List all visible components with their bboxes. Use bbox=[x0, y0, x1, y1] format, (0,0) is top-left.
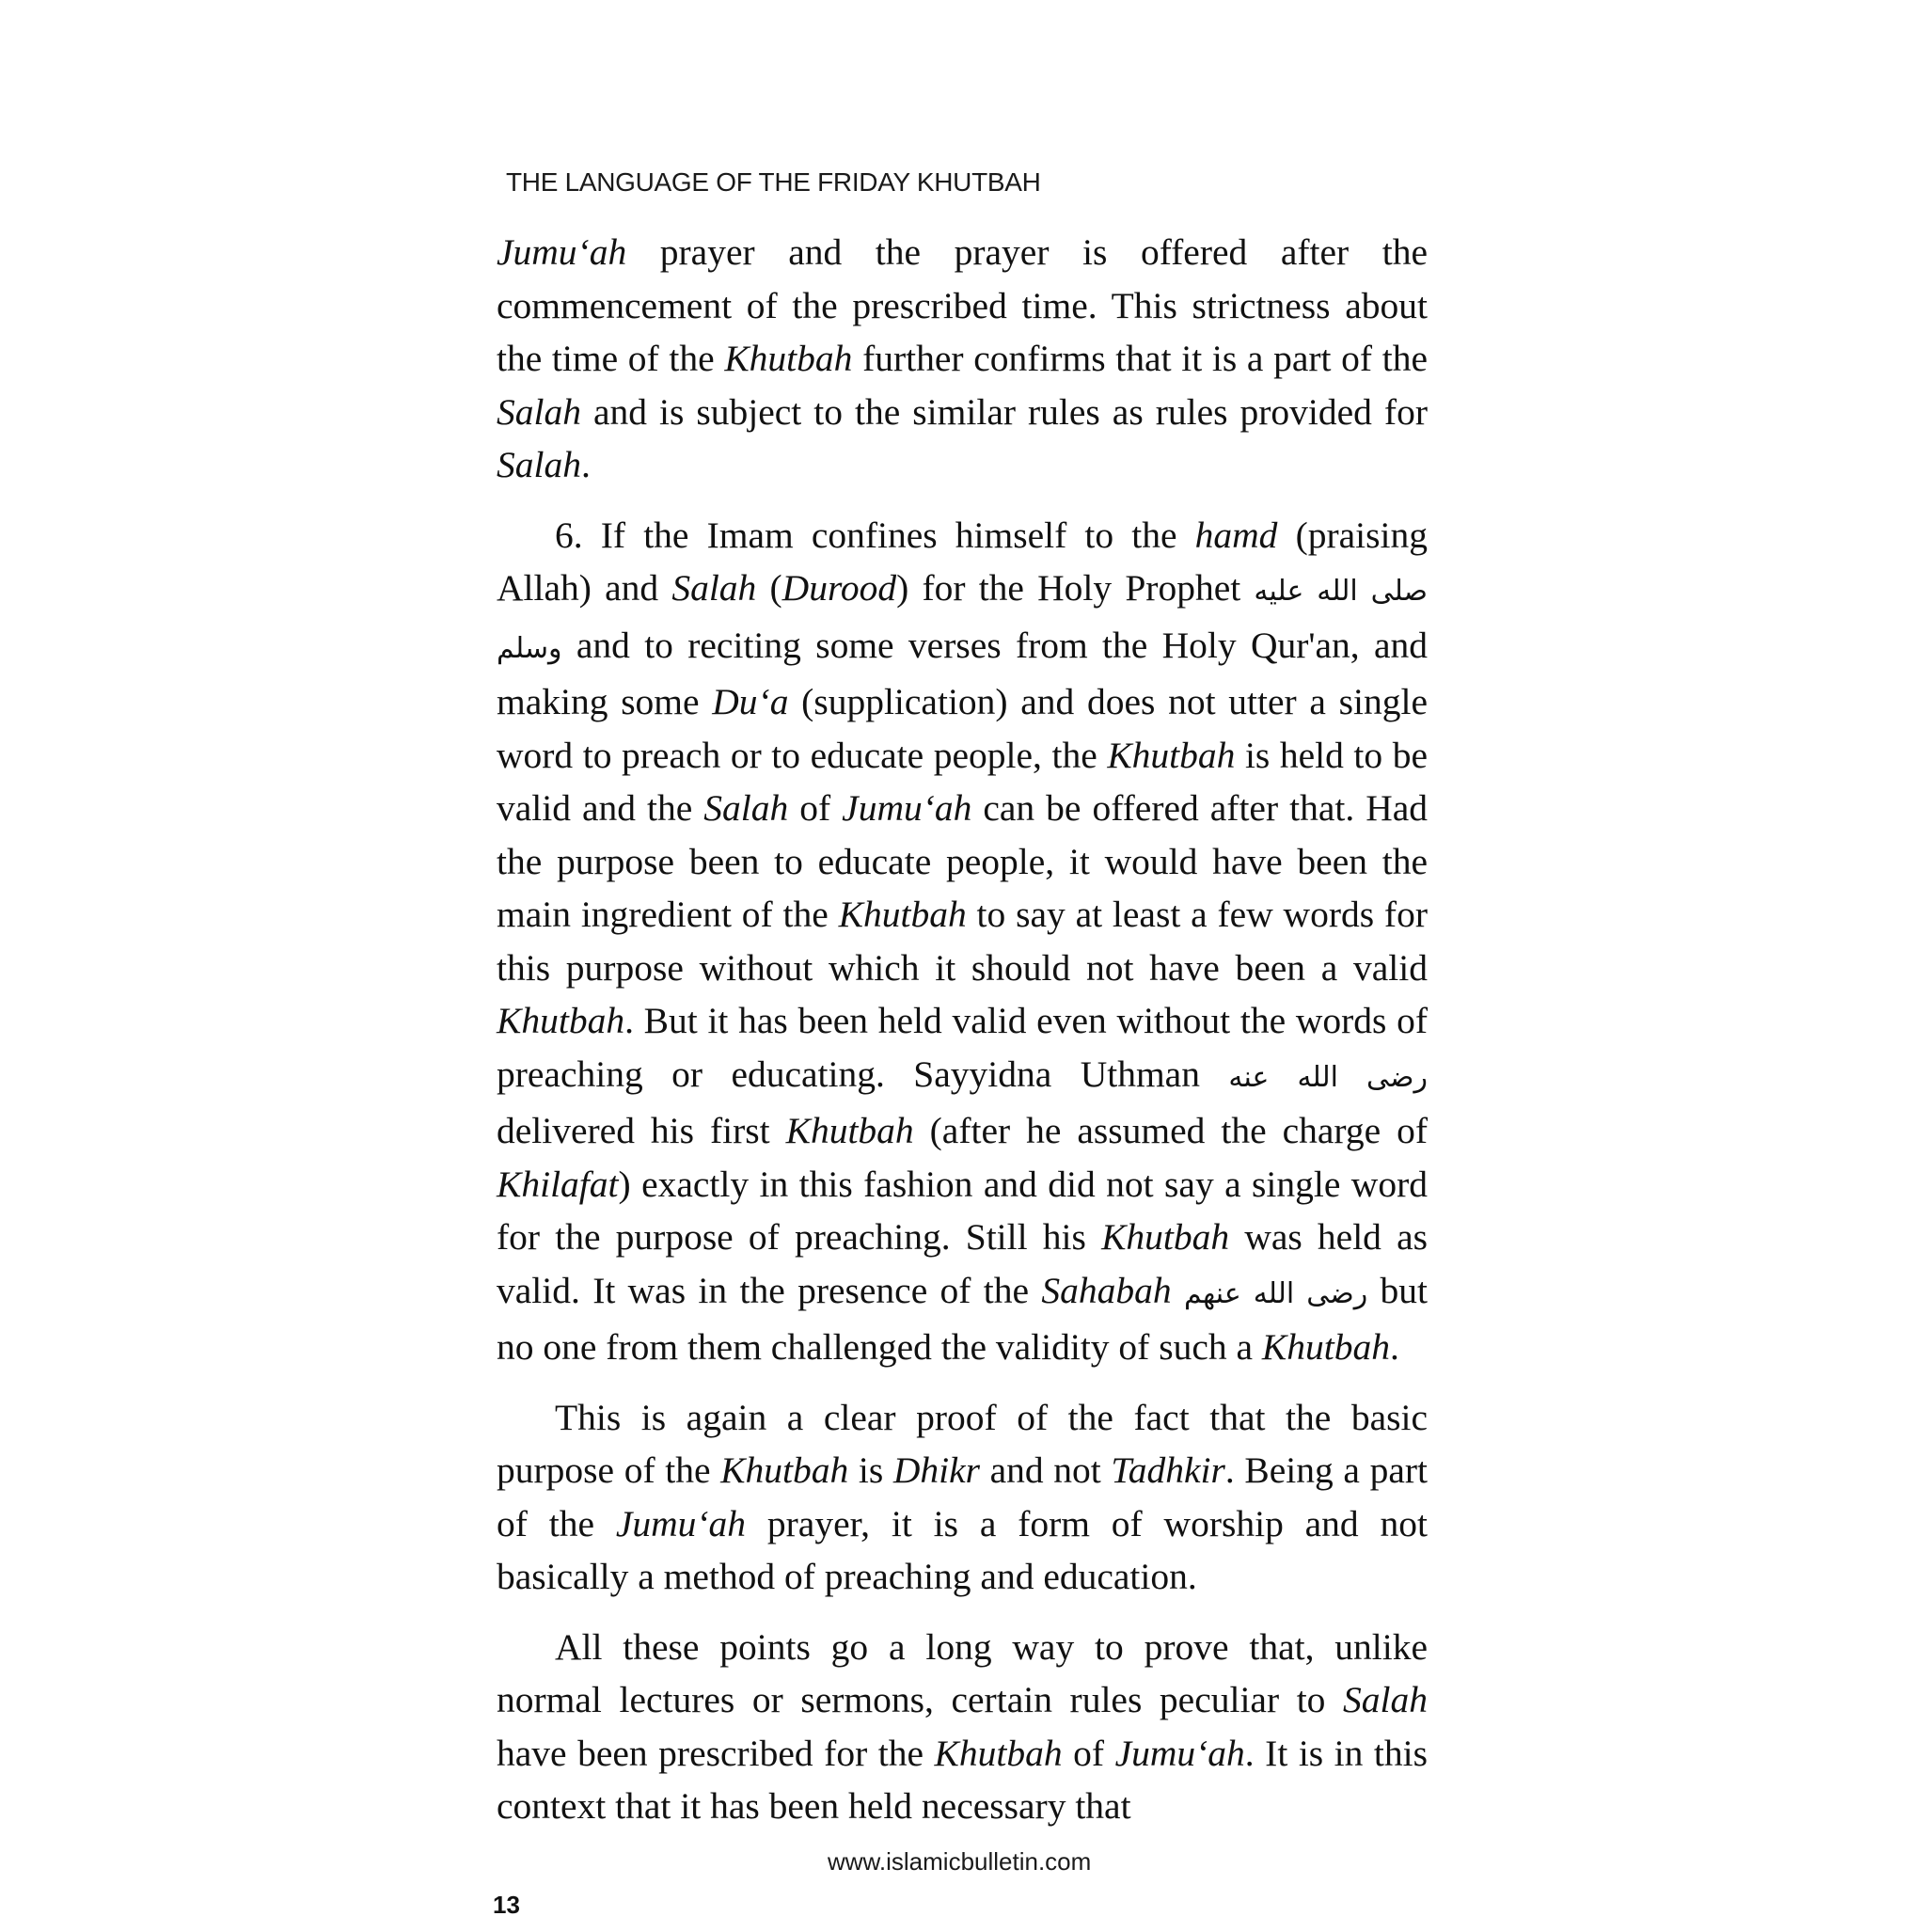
italic-term: Jumu‘ah bbox=[842, 787, 972, 829]
italic-term: Tadhkir bbox=[1111, 1449, 1225, 1491]
italic-term: Salah bbox=[497, 390, 581, 433]
paragraph-conclusion: All these points go a long way to prove that, unlike normal lectures or sermons, certain rules peculiar to Salah have been prescribed for the Khutbah of Jumu‘ah. It is in this context that it has been held necessary that bbox=[497, 1625, 1428, 1827]
italic-term: Khutbah bbox=[720, 1449, 849, 1491]
italic-term: Khutbah bbox=[785, 1110, 914, 1151]
italic-term: Salah bbox=[671, 567, 757, 609]
italic-term: Durood bbox=[781, 567, 897, 609]
page-number: 13 bbox=[493, 1891, 520, 1919]
italic-term: Khutbah bbox=[838, 894, 967, 935]
italic-term: Jumu‘ah bbox=[615, 1502, 747, 1544]
italic-term: Salah bbox=[703, 787, 789, 829]
italic-term: Khutbah bbox=[1261, 1326, 1390, 1368]
italic-term: Khutbah bbox=[934, 1732, 1063, 1774]
italic-term: Jumu‘ah bbox=[1114, 1732, 1245, 1774]
arabic-honorific: رضى الله عنهم bbox=[1183, 1276, 1368, 1310]
italic-term: Khilafat bbox=[497, 1163, 619, 1205]
paragraph-point-6: 6. If the Imam confines himself to the hamd (praising Allah) and Salah (Durood) for the Holy Prophet صلى الله عليه وسلم and to reciting some verses from the Holy Qur'an, and making some Du‘a (supplication) and does not utter a single word to preach or to educate people, the Khutbah is held to be valid and the Salah of Jumu‘ah can be offered after that. Had the purpose been to educate people, it would have been the main ingredient of the Khutbah to say at least a few words for this purpose without which it should not have been a valid Khutbah. But it has been held valid even without the words of preaching or educating. Sayyidna Uthman رضى الله عنه delivered his first Khutbah (after he assumed the charge of Khilafat) exactly in this fashion and did not say a single word for the purpose of preaching. Still his Khutbah was held as valid. It was in the presence of the Sahabah رضى الله عنهم but no one from them challenged the validity of such a Khutbah. bbox=[497, 514, 1429, 1368]
italic-term: Dhikr bbox=[892, 1449, 980, 1491]
arabic-honorific: رضى الله عنه bbox=[1228, 1060, 1428, 1094]
italic-term: Jumu‘ah bbox=[497, 231, 627, 273]
italic-term: Khutbah bbox=[1101, 1216, 1230, 1258]
body-text bbox=[497, 226, 1428, 1850]
italic-term: Salah bbox=[1343, 1679, 1428, 1720]
paragraph-dhikr-proof: This is again a clear proof of the fact that the basic purpose of the Khutbah is Dhikr and not Tadhkir. Being a part of the Jumu‘ah prayer, it is a form of worship and not basically a method of preaching and education. bbox=[497, 1396, 1428, 1597]
italic-term: Du‘a bbox=[712, 681, 789, 722]
italic-term: Sahabah bbox=[1041, 1269, 1172, 1311]
arabic-honorific: صلى الله عليه وسلم bbox=[497, 575, 1428, 665]
italic-term: Khutbah bbox=[497, 1000, 625, 1041]
italic-term: Khutbah bbox=[1107, 734, 1236, 776]
italic-term: Salah bbox=[497, 444, 581, 485]
paragraph-continuation: Jumu‘ah prayer and the prayer is offered after the commencement of the prescribed time. This strictness about the time of the Khutbah further confirms that it is a part of the Salah and is subject to the similar rules as rules provided for Salah. bbox=[497, 231, 1428, 485]
source-url: www.islamicbulletin.com bbox=[828, 1847, 1092, 1876]
running-head: THE LANGUAGE OF THE FRIDAY KHUTBAH bbox=[506, 167, 1041, 197]
italic-term: hamd bbox=[1194, 514, 1278, 556]
italic-term: Khutbah bbox=[724, 338, 853, 379]
